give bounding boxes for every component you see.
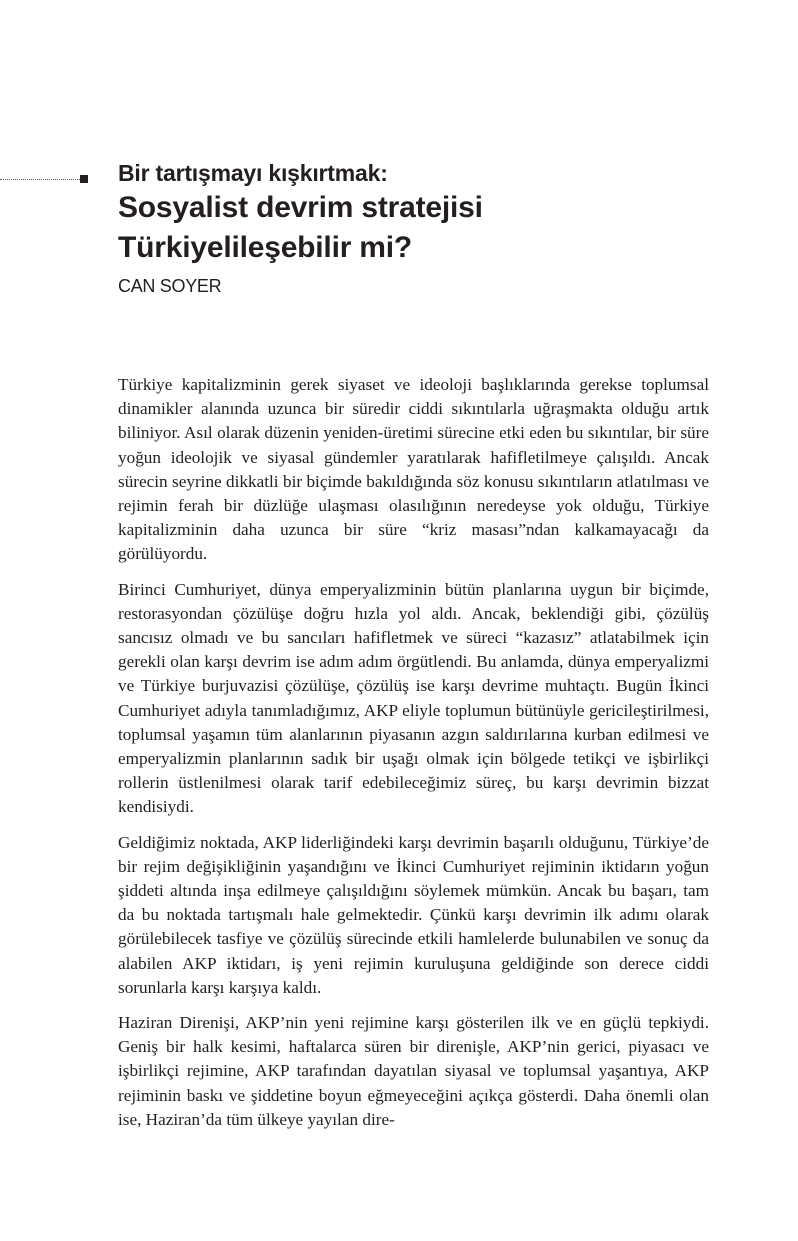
article-body — [118, 373, 709, 1143]
paragraph: Birinci Cumhuriyet, dünya emperyalizminin bütün planlarına uygun bir biçimde, restorasyondan çözülüşe doğru hızla yol aldı. Ancak, beklendiği gibi, çözülüş sancısız olmadı ve bu sancıları hafifletmek ve süreci “kazasız” atlatabilmek için gerekli olan karşı devrim ise adım adım örgütlendi. Bu anlamda, dünya emperyalizmi ve Türkiye burjuvazisi çözülüşe, çözülüş ise karşı devrime muhtaçtı. Bugün İkinci Cumhuriyet adıyla tanımladığımız, AKP eliyle toplumun bütünüyle gericileştirilmesi, toplumsal yaşamın tüm alanlarının piyasanın azgın saldırılarına kurban edilmesi ve emperyalizmin planlarının sadık bir uşağı olmak için bölgede tetikçi ve işbirlikçi rollerin üstlenilmesi olarak tarif edebileceğimiz süreç, bu karşı devrimin bizzat kendisiydi. — [118, 579, 709, 817]
article-author: CAN SOYER — [118, 276, 222, 296]
article-kicker: Bir tartışmayı kışkırtmak: — [118, 160, 388, 186]
paragraph: Geldiğimiz noktada, AKP liderliğindeki karşı devrimin başarılı olduğunu, Türkiye’de bir rejim değişikliğinin yaşandığını ve İkinci Cumhuriyet rejiminin iktidarın yoğun şiddeti altında inşa edilmeye çalışıldığını söylemek mümkün. Ancak bu başarı, tam da bu noktada tartışmalı hale gelmektedir. Çünkü karşı devrimin ilk adımı olarak görülebilecek tasfiye ve çözülüş sürecinde etkili hamlelerde bulunabilen ve sonuç da alabilen AKP iktidarı, iş yeni rejimin kuruluşuna geldiğinde son derece ciddi sorunlarla karşı karşıya kaldı. — [118, 832, 709, 997]
article-header — [118, 158, 738, 298]
dotted-rule — [0, 179, 80, 180]
article-title-line-1: Sosyalist devrim stratejisi — [118, 191, 483, 224]
paragraph: Türkiye kapitalizminin gerek siyaset ve ideoloji başlıklarında gerekse toplumsal dinamikler alanında uzunca bir süredir ciddi sıkıntılarla uğraşmakta olduğu artık biliniyor. Asıl olarak düzenin yeniden-üretimi sürecine etki eden bu sıkıntılar, bir süre yoğun ideolojik ve siyasal gündemler yaratılarak hafifletilmeye çalışıldı. Ancak sürecin seyrine dikkatli bir biçimde bakıldığında söz konusu sıkıntıların atlatılması ve rejimin ferah bir düzlüğe ulaşması olasılığının neredeyse yok olduğu, Türkiye kapitalizminin daha uzunca bir süre “kriz masası”ndan kalkamayacağı da görülüyordu. — [118, 375, 709, 564]
paragraph: Haziran Direnişi, AKP’nin yeni rejimine karşı gösterilen ilk ve en güçlü tepkiydi. Geniş bir halk kesimi, haftalarca süren bir direnişle, AKP’nin gerici, piyasacı ve işbirlikçi rejimine, AKP tarafından dayatılan siyasal ve toplumsal yaşantıya, AKP rejiminin baskı ve şiddetine boyun eğmeyeceğini açıkça gösterdi. Daha önemli olan ise, Haziran’da tüm ülkeye yayılan dire- — [118, 1013, 709, 1129]
square-bullet-icon — [80, 175, 88, 183]
article-title-line-2: Türkiyelileşebilir mi? — [118, 231, 413, 264]
